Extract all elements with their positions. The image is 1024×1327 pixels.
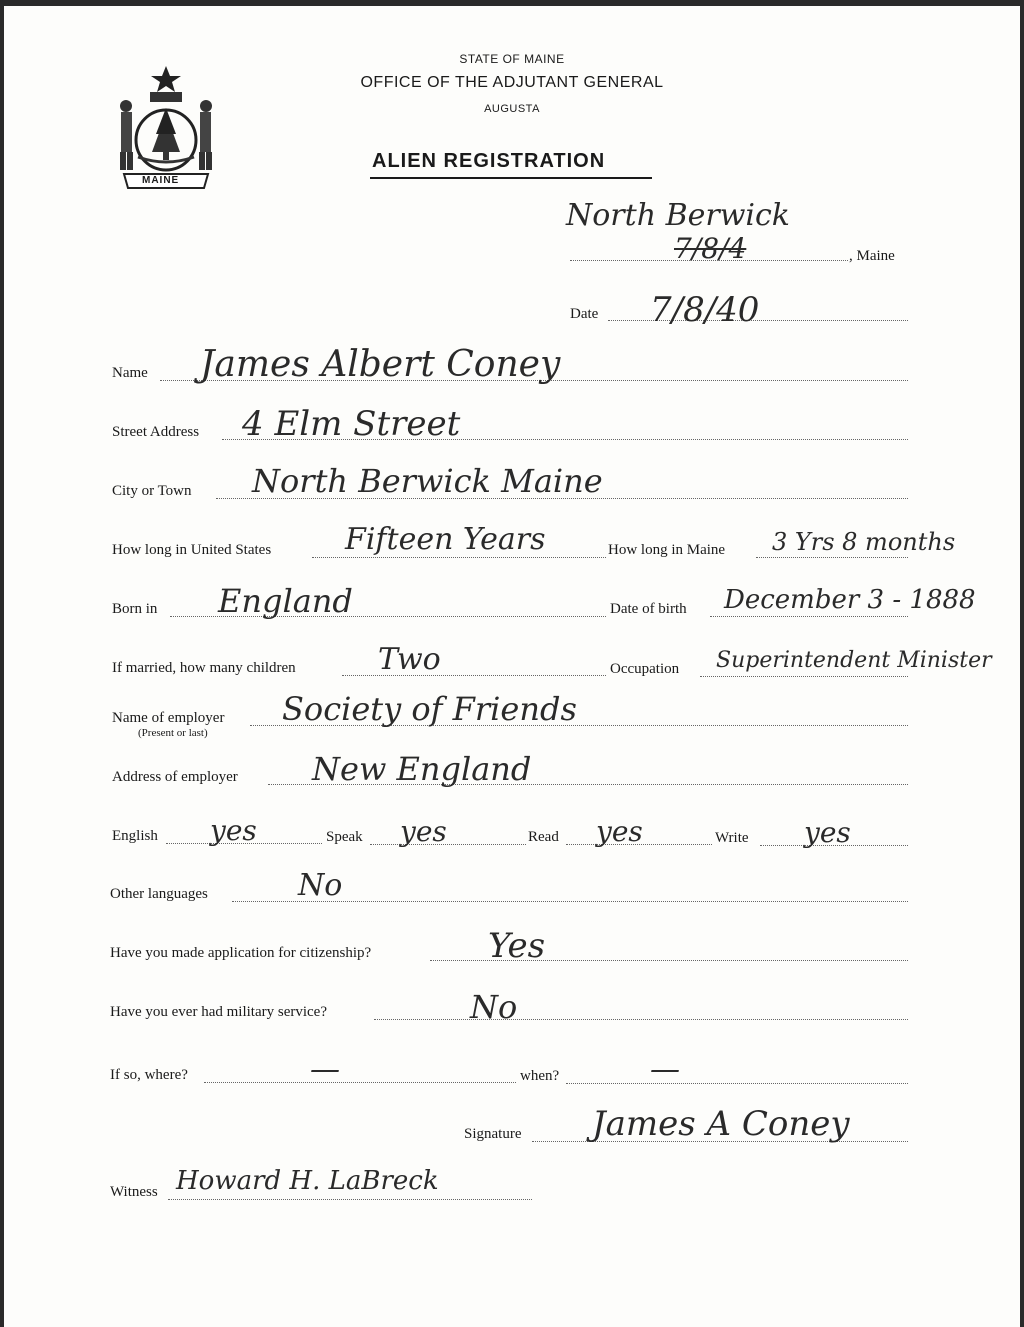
maine-duration-line: [756, 557, 908, 558]
maine-duration-label: How long in Maine: [608, 542, 726, 558]
where-value: —: [310, 1052, 340, 1087]
dob-line: [710, 616, 908, 617]
employer-address-value: New England: [312, 750, 532, 788]
citizenship-value: Yes: [488, 926, 546, 966]
military-value: No: [470, 988, 518, 1026]
witness-value: Howard H. LaBreck: [176, 1166, 439, 1196]
witness-line: [168, 1199, 532, 1200]
english-value: yes: [210, 814, 257, 847]
employer-value: Society of Friends: [282, 690, 577, 728]
children-label: If married, how many children: [112, 660, 296, 676]
town-suffix: , Maine: [849, 248, 895, 264]
maine-duration-value: 3 Yrs 8 months: [772, 528, 956, 556]
employer-address-label: Address of employer: [112, 769, 238, 785]
town-struck-text: 7/8/4: [674, 232, 747, 265]
when-line: [566, 1083, 908, 1084]
military-label: Have you ever had military service?: [110, 1004, 327, 1020]
street-label: Street Address: [112, 424, 200, 440]
name-value: James Albert Coney: [200, 344, 561, 385]
occupation-line: [700, 676, 908, 677]
employer-label: Name of employer: [112, 710, 225, 726]
read-label: Read: [528, 829, 559, 845]
where-label: If so, where?: [110, 1067, 188, 1083]
city-label: City or Town: [112, 483, 192, 499]
military-line: [374, 1019, 908, 1020]
write-label: Write: [715, 830, 749, 846]
form-title: ALIEN REGISTRATION: [372, 150, 606, 172]
town-line: [570, 260, 848, 261]
citizenship-label: Have you made application for citizenship?: [110, 945, 372, 961]
city-value: North Berwick Maine: [252, 462, 603, 500]
scan-border-right: [1020, 0, 1024, 1327]
street-value: 4 Elm Street: [242, 404, 461, 444]
dob-value: December 3 - 1888: [724, 585, 976, 615]
born-label: Born in: [112, 601, 158, 617]
occupation-value: Superintendent Minister: [716, 648, 992, 673]
us-duration-value: Fifteen Years: [345, 522, 546, 557]
speak-value: yes: [400, 815, 447, 848]
town-handwritten: North Berwick: [566, 198, 790, 233]
children-value: Two: [378, 642, 441, 677]
speak-label: Speak: [326, 829, 363, 845]
when-value: —: [650, 1052, 680, 1087]
write-value: yes: [804, 816, 851, 849]
signature-label: Signature: [464, 1126, 522, 1142]
office-heading: OFFICE OF THE ADJUTANT GENERAL: [360, 74, 664, 91]
other-languages-label: Other languages: [110, 886, 208, 902]
name-label: Name: [112, 365, 148, 381]
us-duration-line: [312, 557, 606, 558]
dob-label: Date of birth: [610, 601, 687, 617]
title-underline: [370, 177, 652, 179]
scan-border-left: [0, 0, 4, 1327]
signature-value: James A Coney: [592, 1104, 850, 1144]
witness-label: Witness: [110, 1184, 158, 1200]
state-heading: STATE OF MAINE: [459, 52, 565, 66]
when-label: when?: [520, 1068, 560, 1084]
english-label: English: [112, 828, 158, 844]
occupation-label: Occupation: [610, 661, 680, 677]
read-value: yes: [596, 815, 643, 848]
seal-banner-text: MAINE: [142, 175, 180, 186]
where-line: [204, 1082, 516, 1083]
date-value: 7/8/40: [650, 290, 760, 330]
scan-border-top: [0, 0, 1024, 6]
speak-line: [370, 844, 526, 845]
date-label: Date: [570, 306, 599, 322]
city-heading: AUGUSTA: [484, 103, 540, 115]
employer-sublabel: (Present or last): [138, 727, 208, 739]
born-value: England: [218, 582, 353, 620]
us-duration-label: How long in United States: [112, 542, 272, 558]
other-languages-value: No: [298, 868, 343, 903]
